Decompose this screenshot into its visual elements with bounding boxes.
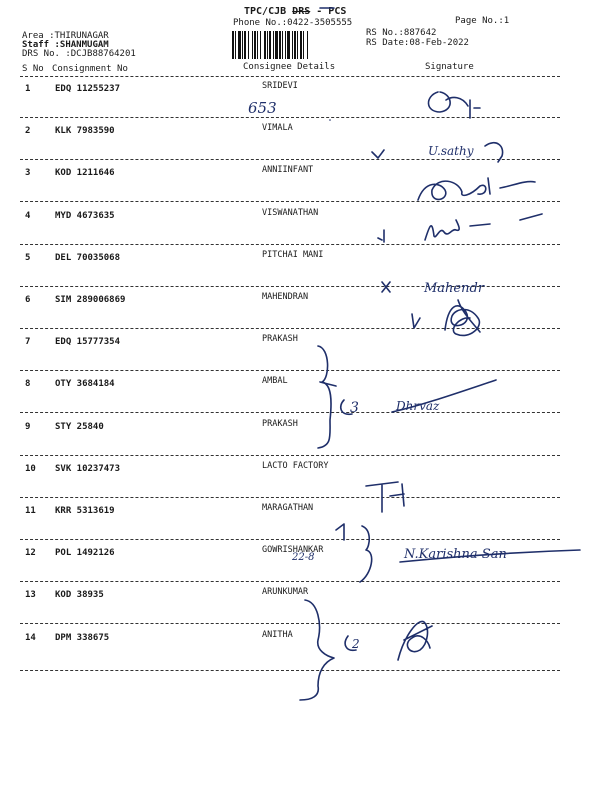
row-divider — [20, 497, 560, 498]
col-head-sno: S No — [22, 64, 44, 74]
row-consignee-name: ANNIINFANT — [262, 165, 314, 175]
barcode-bar — [308, 31, 310, 59]
row-divider — [20, 244, 560, 245]
row-serial-number: 1 — [25, 84, 31, 94]
row-consignee-name: VIMALA — [262, 123, 293, 133]
row-consignment-number: SIM 289006869 — [55, 295, 126, 305]
handwritten-note-22-8: 22-8 — [292, 552, 315, 563]
row-serial-number: 8 — [25, 379, 31, 389]
tick-mark-6 — [412, 314, 420, 328]
count-note-2: 2 — [352, 637, 360, 651]
handwritten-note-653: 653 — [248, 99, 277, 117]
row-serial-number: 12 — [25, 548, 36, 558]
rs-date: RS Date:08-Feb-2022 — [366, 38, 469, 48]
col-head-consignment: Consignment No — [52, 64, 128, 74]
cross-mark-5 — [382, 282, 390, 292]
row-consignee-name: ANITHA — [262, 630, 293, 640]
mark-11 — [336, 524, 344, 540]
tick-mark-4 — [378, 230, 384, 242]
signature-6 — [445, 300, 480, 335]
row-divider — [20, 328, 560, 329]
page-number: Page No.:1 — [455, 16, 510, 26]
brace-7-9 — [318, 346, 331, 448]
row-divider — [20, 539, 560, 540]
title-suffix: - PCS — [310, 6, 347, 17]
row-serial-number: 2 — [25, 126, 31, 136]
row-consignment-number: OTY 3684184 — [55, 379, 115, 389]
row-serial-number: 7 — [25, 337, 31, 347]
signature-8-underline — [392, 380, 496, 412]
brace-point — [320, 382, 336, 386]
phone-number: Phone No.:0422-3505555 — [233, 18, 353, 28]
signature-4-strokes — [470, 214, 542, 226]
row-serial-number: 13 — [25, 590, 36, 600]
row-consignment-number: STY 25840 — [55, 422, 104, 432]
row-consignment-number: EDQ 15777354 — [55, 337, 121, 347]
row-divider — [20, 159, 560, 160]
row-divider — [20, 670, 560, 671]
brace-13-14 — [300, 600, 334, 700]
row-serial-number: 4 — [25, 211, 31, 221]
row-serial-number: 3 — [25, 168, 31, 178]
area-label: Area :THIRUNAGAR — [22, 31, 109, 41]
row-consignee-name: PRAKASH — [262, 419, 298, 429]
row-divider — [20, 370, 560, 371]
signature-1 — [428, 92, 480, 118]
row-consignee-name: SRIDEVI — [262, 81, 298, 91]
signature-5: Mahendr — [424, 281, 485, 296]
row-consignment-number: KRR 5313619 — [55, 506, 115, 516]
row-divider — [20, 117, 560, 118]
rs-number: RS No.:887642 — [366, 28, 437, 38]
row-serial-number: 9 — [25, 422, 31, 432]
row-consignment-number: EDQ 11255237 — [55, 84, 121, 94]
row-consignee-name: LACTO FACTORY — [262, 461, 329, 471]
row-divider — [20, 623, 560, 624]
row-consignment-number: DEL 70035068 — [55, 253, 121, 263]
row-serial-number: 11 — [25, 506, 36, 516]
row-consignment-number: KOD 38935 — [55, 590, 104, 600]
row-consignment-number: MYD 4673635 — [55, 211, 115, 221]
signature-4 — [425, 220, 459, 240]
drs-number: DRS No. :DCJB88764201 — [22, 49, 136, 59]
title-strike: DRS — [292, 6, 311, 17]
row-serial-number: 14 — [25, 633, 36, 643]
row-serial-number: 5 — [25, 253, 31, 263]
col-head-signature: Signature — [425, 62, 474, 72]
row-divider — [20, 286, 560, 287]
row-consignment-number: KLK 7983590 — [55, 126, 115, 136]
signature-3 — [418, 178, 535, 200]
row-consignee-name: MARAGATHAN — [262, 503, 314, 513]
row-serial-number: 6 — [25, 295, 31, 305]
row-consignee-name: ARUNKUMAR — [262, 587, 309, 597]
count-paren-2 — [345, 636, 356, 650]
brace-11-12 — [360, 526, 372, 582]
signature-11: N.Karishna San — [404, 547, 507, 562]
row-consignee-name: MAHENDRAN — [262, 292, 309, 302]
staff-label: Staff :SHANMUGAM — [22, 40, 109, 50]
count-note-3: 3 — [350, 400, 359, 416]
document-title — [244, 6, 346, 17]
row-consignee-name: PITCHAI MANI — [262, 250, 324, 260]
title-prefix: TPC/CJB — [244, 6, 293, 17]
signature-2: U.sathy — [428, 144, 474, 158]
row-consignee-name: AMBAL — [262, 376, 288, 386]
col-head-consignee: Consignee Details — [243, 62, 336, 72]
tick-mark-2 — [372, 150, 384, 158]
row-divider — [20, 455, 560, 456]
row-divider — [20, 581, 560, 582]
header-divider — [20, 76, 560, 77]
signature-11-underline — [400, 550, 580, 562]
barcode-image — [232, 31, 358, 59]
signature-13 — [398, 621, 432, 660]
signature-8: Dhrvaz — [396, 399, 440, 413]
row-divider — [20, 412, 560, 413]
row-consignee-name: GOWRISHANKAR — [262, 545, 324, 555]
row-consignment-number: DPM 338675 — [55, 633, 110, 643]
row-consignee-name: PRAKASH — [262, 334, 298, 344]
row-consignee-name: VISWANATHAN — [262, 208, 319, 218]
row-divider — [20, 201, 560, 202]
row-consignment-number: SVK 10237473 — [55, 464, 121, 474]
row-consignment-number: KOD 1211646 — [55, 168, 115, 178]
row-consignment-number: POL 1492126 — [55, 548, 115, 558]
row-serial-number: 10 — [25, 464, 36, 474]
